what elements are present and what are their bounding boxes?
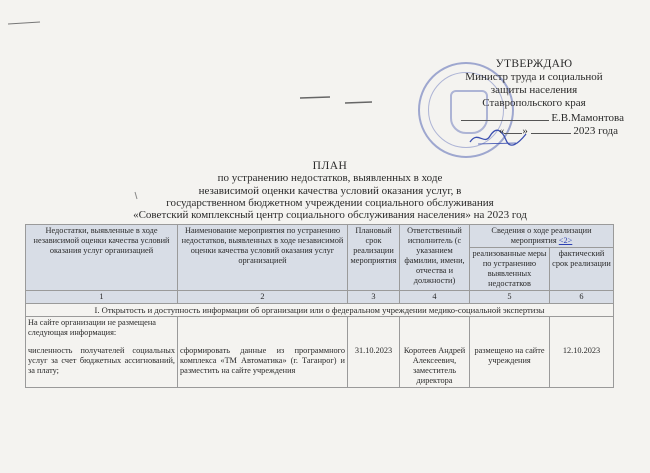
column-number: 5 bbox=[470, 291, 550, 304]
empty-cell bbox=[550, 317, 614, 346]
column-number: 2 bbox=[178, 291, 348, 304]
footnote-link[interactable]: <2> bbox=[558, 236, 573, 245]
table-row bbox=[26, 345, 614, 388]
approval-heading: УТВЕРЖДАЮ bbox=[495, 58, 573, 70]
actual-date-cell: 12.10.2023 bbox=[550, 345, 614, 388]
header-implemented: реализованные меры по устранению выявленных недостатков bbox=[470, 248, 550, 291]
empty-cell bbox=[400, 317, 470, 346]
date-blank bbox=[504, 133, 522, 134]
section-row bbox=[26, 304, 614, 317]
column-number: 3 bbox=[348, 291, 400, 304]
header-responsible: Ответственный исполнитель (с указанием фамилии, имени, отчества и должности) bbox=[400, 225, 470, 291]
header-measure: Наименование мероприятия по устранению недостатков, выявленных в ходе независимой оценки качества условий оказания услуг организацией bbox=[178, 225, 348, 291]
title-line: «Советский комплексный центр социального обслуживания населения» на 2023 год bbox=[133, 209, 527, 222]
header-shortcomings: Недостатки, выявленные в ходе независимой оценки качества условий оказания услуг организацией bbox=[26, 225, 178, 291]
measure-cell: сформировать данные из программного комплекса «ТМ Автоматика» (г. Таганрог) и разместить на сайте учреждения bbox=[178, 345, 348, 388]
section-title: I. Открытость и доступность информации об организации или о федеральном учреждении медико-социальной экспертизы bbox=[26, 304, 614, 317]
shortcoming-cell: численность получателей социальных услуг за счет бюджетных ассигнований, за плату; bbox=[26, 345, 178, 388]
header-progress-label: Сведения о ходе реализации мероприятия bbox=[491, 226, 592, 245]
date-suffix: 2023 года bbox=[573, 125, 618, 137]
signature-blank bbox=[461, 110, 549, 121]
lead-text: На сайте организации не размещена следующая информация: bbox=[26, 317, 178, 346]
title-line: государственном бюджетном учреждении социального обслуживания bbox=[166, 196, 494, 209]
column-number: 4 bbox=[400, 291, 470, 304]
title-line: независимой оценки качества условий оказания услуг, в bbox=[198, 184, 462, 197]
header-progress bbox=[470, 225, 614, 248]
date-blank bbox=[531, 133, 571, 134]
implemented-cell: размещено на сайте учреждения bbox=[470, 345, 550, 388]
responsible-cell: Коротеев Андрей Алексеевич, заместитель директора bbox=[400, 345, 470, 388]
table-row bbox=[26, 317, 614, 346]
deadline-cell: 31.10.2023 bbox=[348, 345, 400, 388]
empty-cell bbox=[348, 317, 400, 346]
approval-line: Министр труда и социальной bbox=[465, 71, 603, 83]
column-numbers-row bbox=[26, 291, 614, 304]
header-deadline: Плановый срок реализации мероприятия bbox=[348, 225, 400, 291]
header-actual-date: фактический срок реализации bbox=[550, 248, 614, 291]
title-line: по устранению недостатков, выявленных в ходе bbox=[217, 172, 443, 185]
empty-cell bbox=[178, 317, 348, 346]
approval-block bbox=[434, 58, 634, 138]
column-number: 1 bbox=[26, 291, 178, 304]
plan-table bbox=[25, 224, 614, 388]
approval-line: Ставропольского края bbox=[482, 97, 586, 109]
signer-line bbox=[434, 110, 634, 125]
plan-heading: ПЛАН bbox=[312, 160, 348, 172]
signer-name: Е.В.Мамонтова bbox=[551, 112, 624, 124]
approval-date: « » 2023 года bbox=[498, 125, 618, 137]
column-number: 6 bbox=[550, 291, 614, 304]
empty-cell bbox=[470, 317, 550, 346]
approval-line: защиты населения bbox=[490, 84, 578, 96]
document-title bbox=[90, 160, 570, 221]
